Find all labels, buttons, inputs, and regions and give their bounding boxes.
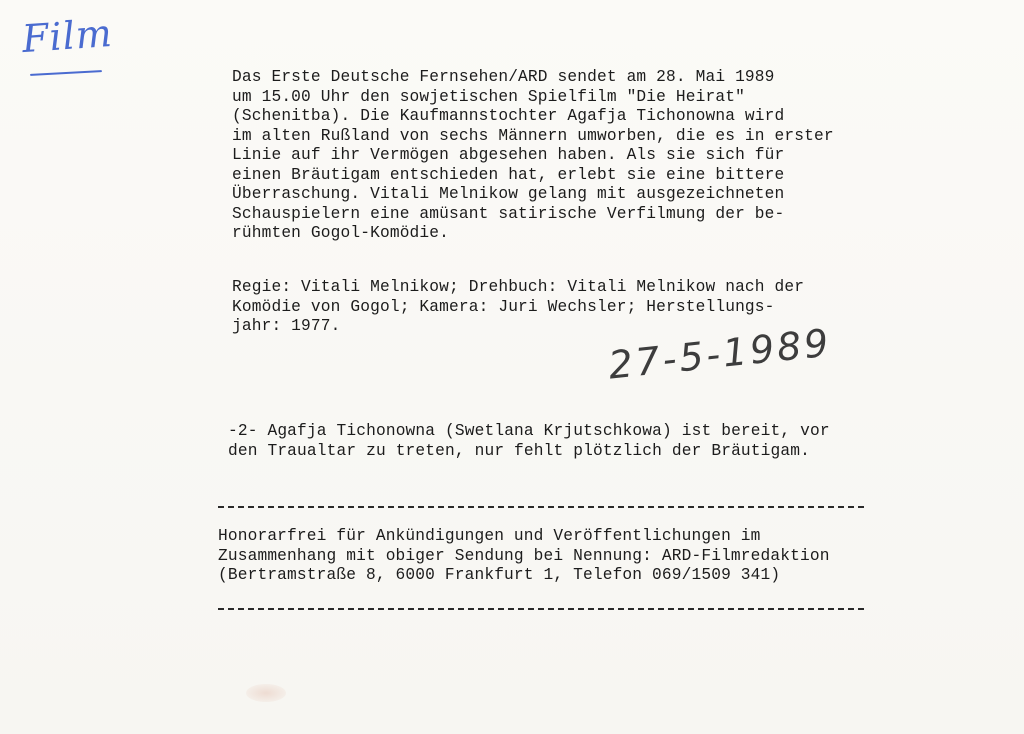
handwritten-underline <box>30 70 102 76</box>
credits-paragraph: Regie: Vitali Melnikow; Drehbuch: Vitali Melnikow nach der Komödie von Gogol; Kamera: Juri Wechsler; Herstellungs- jahr: 1977. <box>232 278 805 335</box>
copyright-footer: Honorarfrei für Ankündigungen und Veröffentlichungen im Zusammenhang mit obiger Sendung bei Nennung: ARD-Filmredaktion (Bertramstraße 8, 6000 Frankfurt 1, Telefon 069/1509 341) <box>218 527 830 584</box>
main-description-paragraph: Das Erste Deutsche Fernsehen/ARD sendet am 28. Mai 1989 um 15.00 Uhr den sowjetischen Spielfilm "Die Heirat" (Schenitba). Die Kaufmannstochter Agafja Tichonowna wird im alten Rußland von sechs Männern umworben, die es in erster Linie auf ihr Vermögen abgesehen haben. Als sie sich für einen Bräutigam entschieden hat, erlebt sie eine bittere Überraschung. Vitali Melnikow gelang mit ausgezeichneten Schauspielern eine amüsant satirische Verfilmung der be- rühmten Gogol-Komödie. <box>232 68 834 242</box>
handwritten-date: 27-5-1989 <box>606 320 834 388</box>
dashed-divider-bottom <box>218 608 864 610</box>
handwritten-film-note: Film <box>20 10 115 62</box>
photo-caption: -2- Agafja Tichonowna (Swetlana Krjutschkowa) ist bereit, vor den Traualtar zu treten, nur fehlt plötzlich der Bräutigam. <box>228 422 830 460</box>
dashed-divider-top <box>218 506 864 508</box>
faint-stain <box>246 684 286 702</box>
